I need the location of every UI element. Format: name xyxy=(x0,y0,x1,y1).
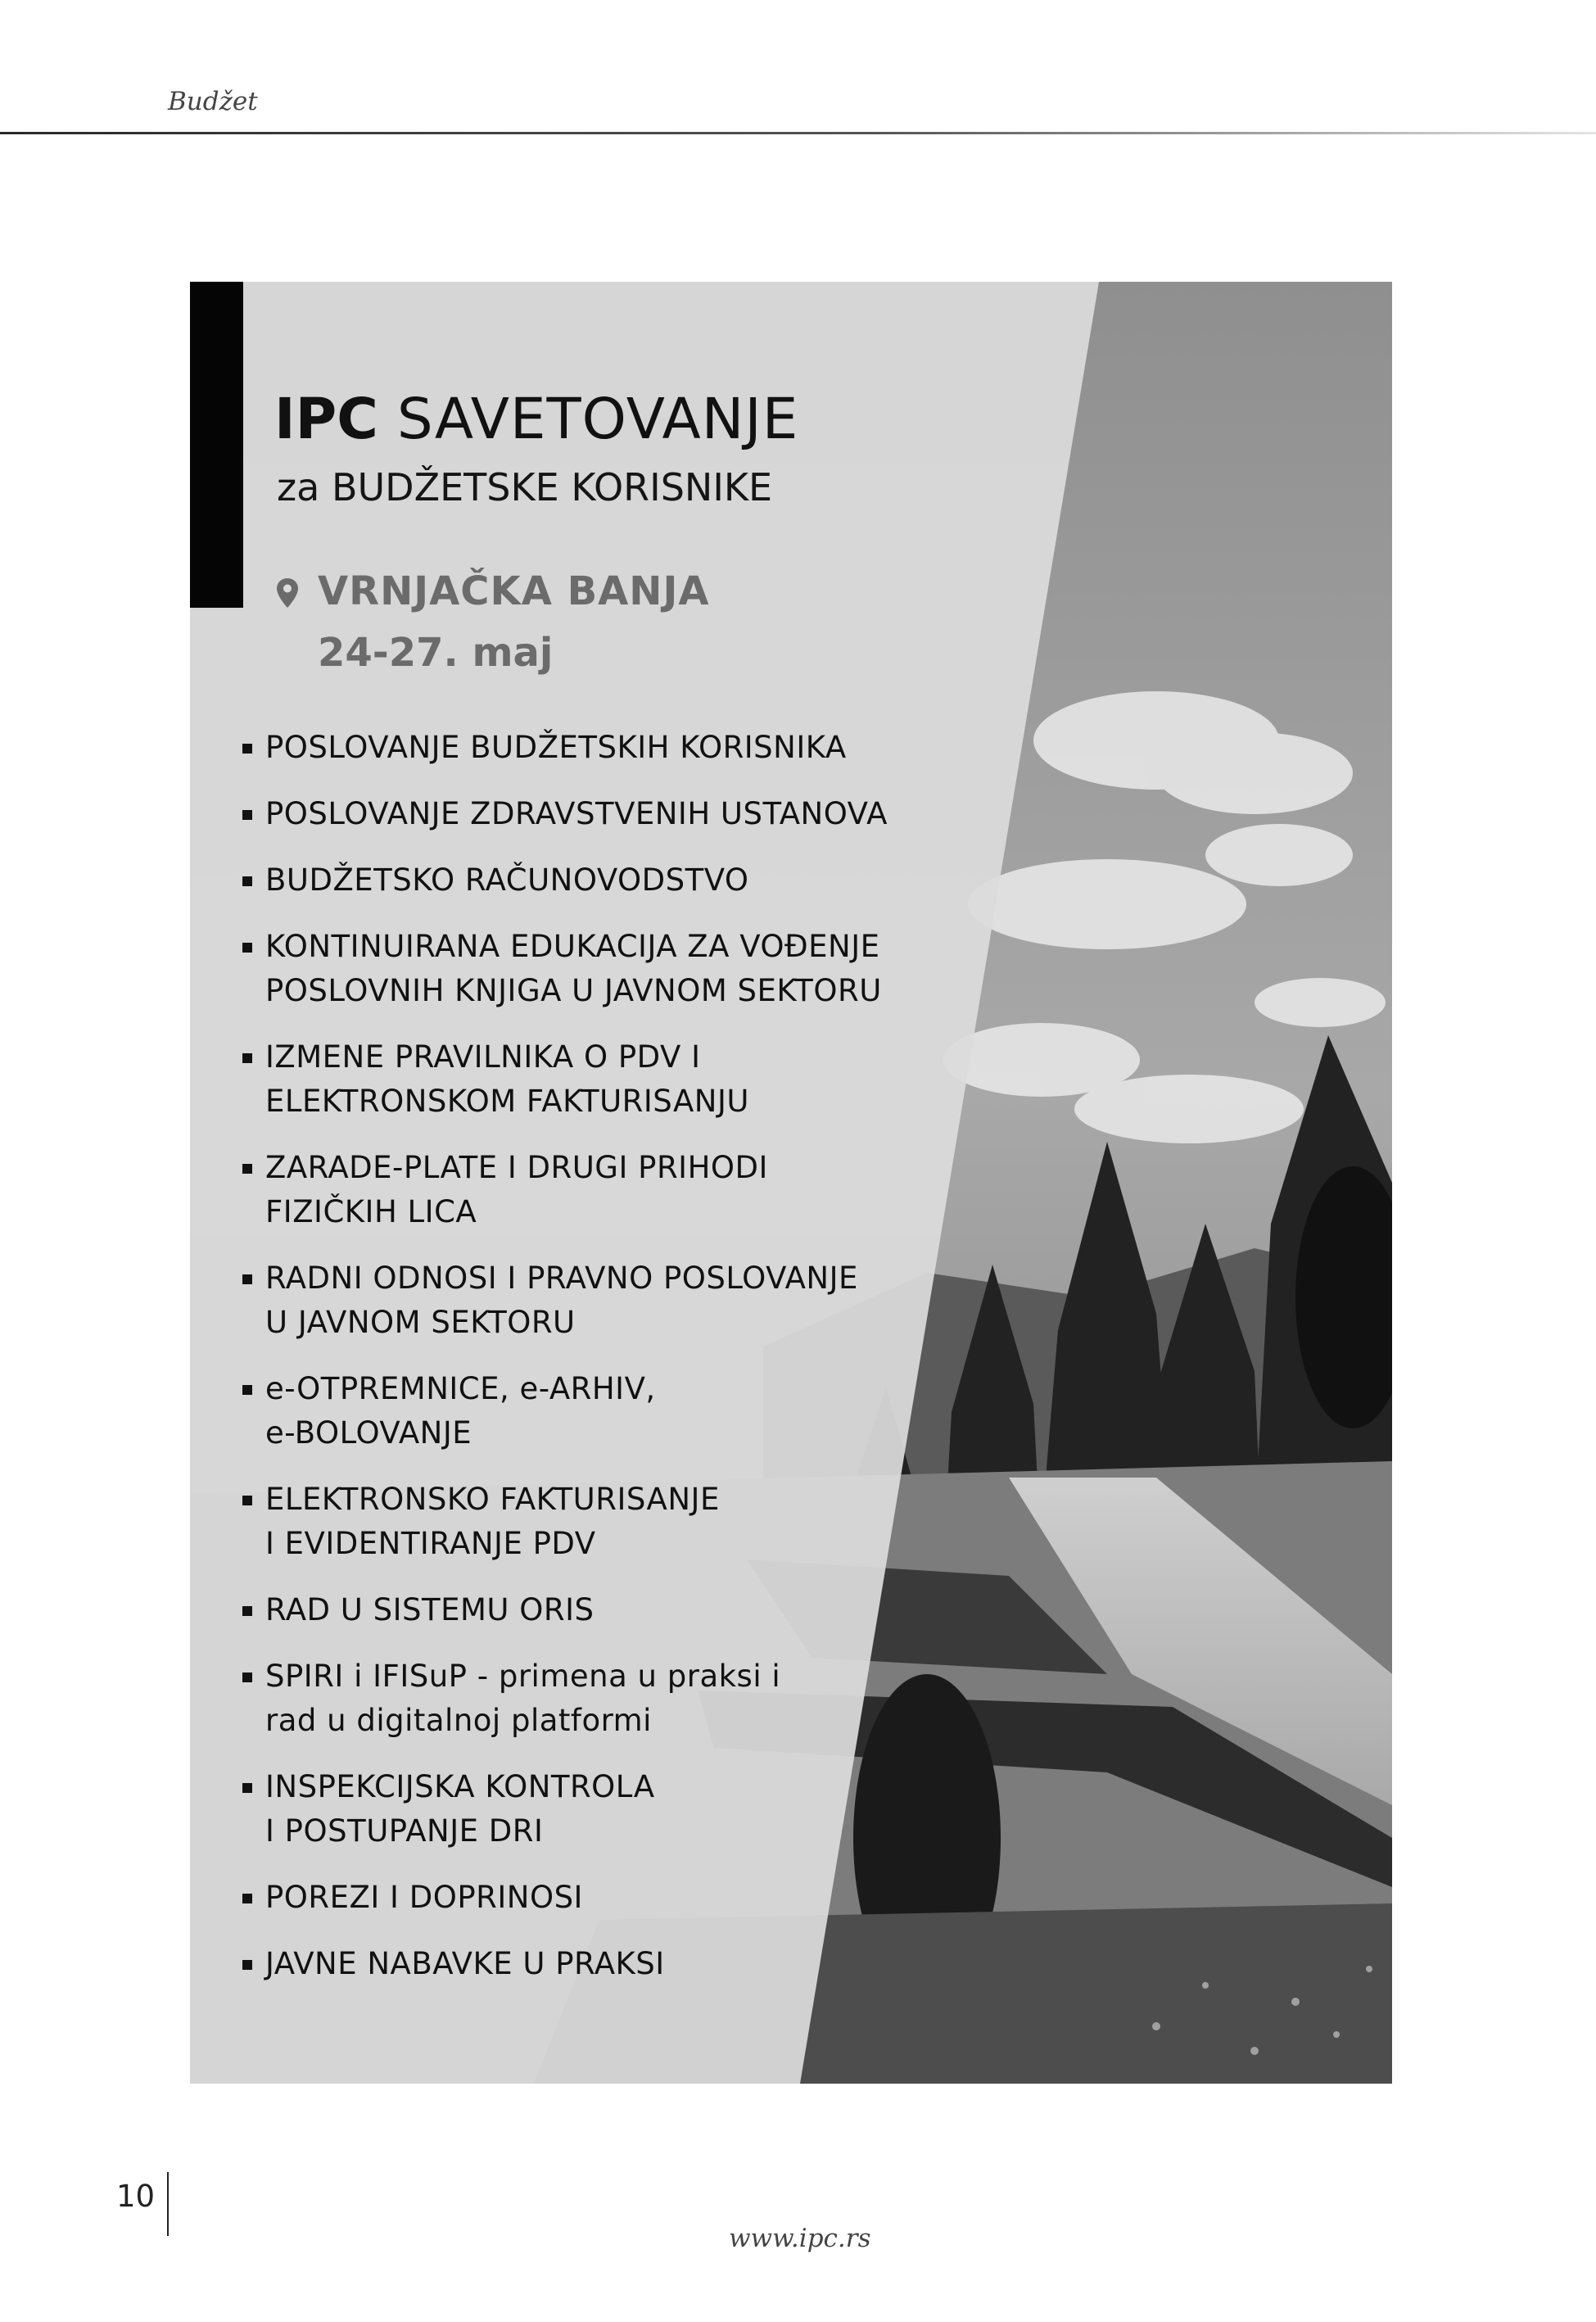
bullet-icon xyxy=(242,1894,252,1903)
bullet-icon xyxy=(242,943,252,953)
location-pin-icon xyxy=(277,578,298,608)
bullet-icon xyxy=(242,810,252,820)
topic-item: INSPEKCIJSKA KONTROLA I POSTUPANJE DRI xyxy=(242,1765,655,1854)
bullet-icon xyxy=(242,1385,252,1395)
running-head: Budžet xyxy=(168,87,258,116)
bullet-icon xyxy=(242,876,252,886)
topic-item: SPIRI i IFISuP - primena u praksi i rad u digitalnoj platformi xyxy=(242,1654,780,1743)
bullet-icon xyxy=(242,1606,252,1616)
title-brand: IPC xyxy=(274,387,378,452)
page-number: 10 xyxy=(116,2179,156,2214)
bullet-icon xyxy=(242,1274,252,1284)
footer-divider xyxy=(167,2172,169,2236)
bullet-icon xyxy=(242,1783,252,1793)
event-advertisement xyxy=(190,282,1392,2084)
event-location: VRNJAČKA BANJA xyxy=(318,568,710,614)
title-rest: SAVETOVANJE xyxy=(396,387,799,452)
bullet-icon xyxy=(242,1960,252,1970)
topic-item: RADNI ODNOSI I PRAVNO POSLOVANJE U JAVNOM SEKTORU xyxy=(242,1256,858,1345)
topic-item: POSLOVANJE ZDRAVSTVENIH USTANOVA xyxy=(242,792,888,836)
header-rule xyxy=(0,132,1596,134)
event-subtitle: za BUDŽETSKE KORISNIKE xyxy=(277,465,773,509)
topic-item: ELEKTRONSKO FAKTURISANJE I EVIDENTIRANJE PDV xyxy=(242,1478,720,1566)
bullet-icon xyxy=(242,1496,252,1505)
topic-item: JAVNE NABAVKE U PRAKSI xyxy=(242,1942,665,1986)
topic-item: e-OTPREMNICE, e-ARHIV, e-BOLOVANJE xyxy=(242,1367,656,1455)
bullet-icon xyxy=(242,1053,252,1063)
topic-item: IZMENE PRAVILNIKA O PDV I ELEKTRONSKOM FAKTURISANJU xyxy=(242,1035,749,1124)
topic-item: POREZI I DOPRINOSI xyxy=(242,1876,583,1920)
topic-item: BUDŽETSKO RAČUNOVODSTVO xyxy=(242,858,748,903)
event-title xyxy=(274,387,798,452)
topic-item: RAD U SISTEMU ORIS xyxy=(242,1588,594,1632)
bullet-icon xyxy=(242,1164,252,1174)
topic-item: KONTINUIRANA EDUKACIJA ZA VOĐENJE POSLOVNIH KNJIGA U JAVNOM SEKTORU xyxy=(242,925,882,1013)
topic-item: POSLOVANJE BUDŽETSKIH KORISNIKA xyxy=(242,726,847,770)
event-dates: 24-27. maj xyxy=(318,630,554,676)
topic-item: ZARADE-PLATE I DRUGI PRIHODI FIZIČKIH LICA xyxy=(242,1146,768,1234)
footer-url: www.ipc.rs xyxy=(729,2224,871,2253)
bullet-icon xyxy=(242,1672,252,1682)
accent-bar xyxy=(190,282,243,608)
bullet-icon xyxy=(242,744,252,754)
